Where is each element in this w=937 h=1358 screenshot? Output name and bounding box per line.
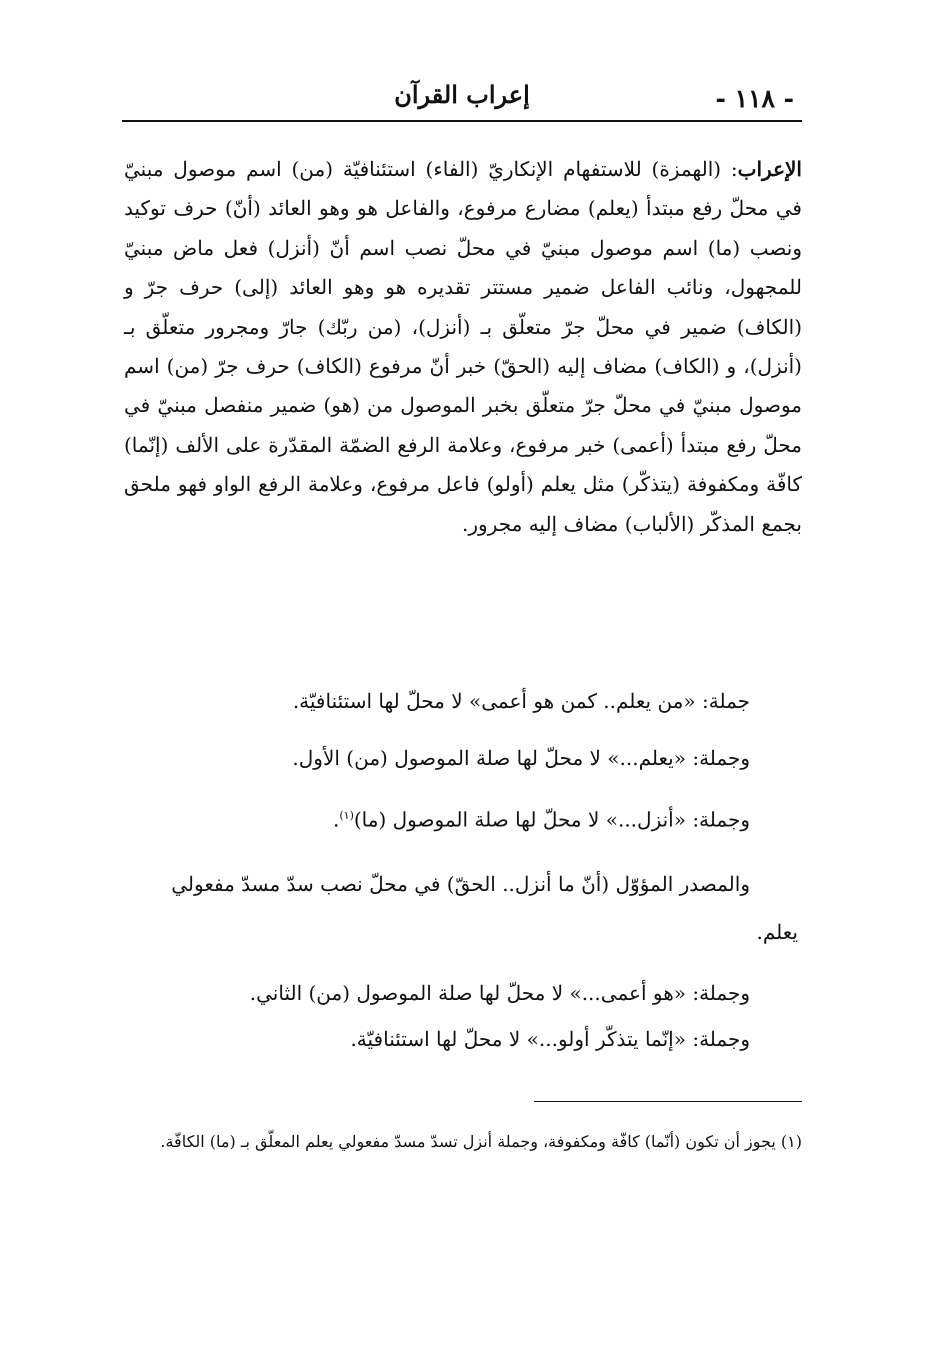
running-head: إعراب القرآن bbox=[394, 80, 530, 109]
sentences-group-first bbox=[124, 673, 750, 849]
page-header bbox=[122, 70, 802, 122]
i3rab-text: : (الهمزة) للاستفهام الإنكاريّ (الفاء) استئنافيّة (من) اسم موصول مبنيّ في محلّ رفع مبتدأ (يعلم) مضارع مرفوع، والفاعل هو وهو العائد (أنّ) حرف توكيد ونصب (ما) اسم موصول مبنيّ في محلّ نصب اسم أنّ (أنزل) فعل ماض مبنيّ للمجهول، ونائب الفاعل ضمير مستتر تقديره هو وهو العائد (إلى) حرف جرّ و (الكاف) ضمير في محلّ جرّ متعلّق بـ (أنزل)، (من ربّك) جارّ ومجرور متعلّق بـ (أنزل)، و (الكاف) مضاف إليه (الحقّ) خبر أنّ مرفوع (الكاف) حرف جرّ (من) اسم موصول مبنيّ في محلّ جرّ متعلّق بخبر الموصول من (هو) ضمير منفصل مبنيّ في محلّ رفع مبتدأ (أعمى) خبر مرفوع، وعلامة الرفع الضمّة المقدّرة على الألف (إنّما) كافّة ومكفوفة (يتذكّر) مثل يعلم (أولو) فاعل مرفوع، وعلامة الرفع الواو فهو ملحق بجمع المذكّر (الألباب) مضاف إليه مجرور. bbox=[124, 157, 802, 536]
footnote-rule bbox=[534, 1101, 802, 1102]
sentences-group-second bbox=[124, 970, 750, 1062]
i3rab-paragraph bbox=[124, 150, 802, 544]
masdar-line-2: يعلم. bbox=[756, 920, 798, 944]
sentence-line: وجملة: «يعلم...» لا محلّ لها صلة الموصول (من) الأول. bbox=[292, 746, 750, 770]
footnote-reference[interactable]: (١) bbox=[339, 809, 354, 822]
page-number: - ١١٨ - bbox=[715, 84, 794, 113]
sentence-text: وجملة: «أنزل...» لا محلّ لها صلة الموصول (ما) bbox=[353, 807, 750, 832]
masdar-paragraph bbox=[124, 860, 798, 956]
sentence-line: وجملة: «إنّما يتذكّر أولو...» لا محلّ لها استئنافيّة. bbox=[350, 1027, 750, 1051]
sentence-line: وجملة: «هو أعمى...» لا محلّ لها صلة الموصول (من) الثاني. bbox=[249, 981, 750, 1005]
header-rule bbox=[122, 120, 802, 122]
masdar-line-1: والمصدر المؤوّل (أنّ ما أنزل.. الحقّ) في محلّ نصب سدّ مسدّ مفعولي bbox=[171, 872, 750, 896]
footnote: (١) يجوز أن تكون (أنّما) كافّة ومكفوفة، وجملة أنزل تسدّ مسدّ مفعولي يعلم المعلّق بـ (ما) الكافّة. bbox=[160, 1132, 802, 1151]
i3rab-label: الإعراب bbox=[737, 157, 802, 181]
sentence-line bbox=[124, 787, 750, 849]
sentence-end: . bbox=[333, 807, 340, 832]
sentence-line: جملة: «من يعلم.. كمن هو أعمى» لا محلّ لها استئنافيّة. bbox=[292, 689, 750, 713]
